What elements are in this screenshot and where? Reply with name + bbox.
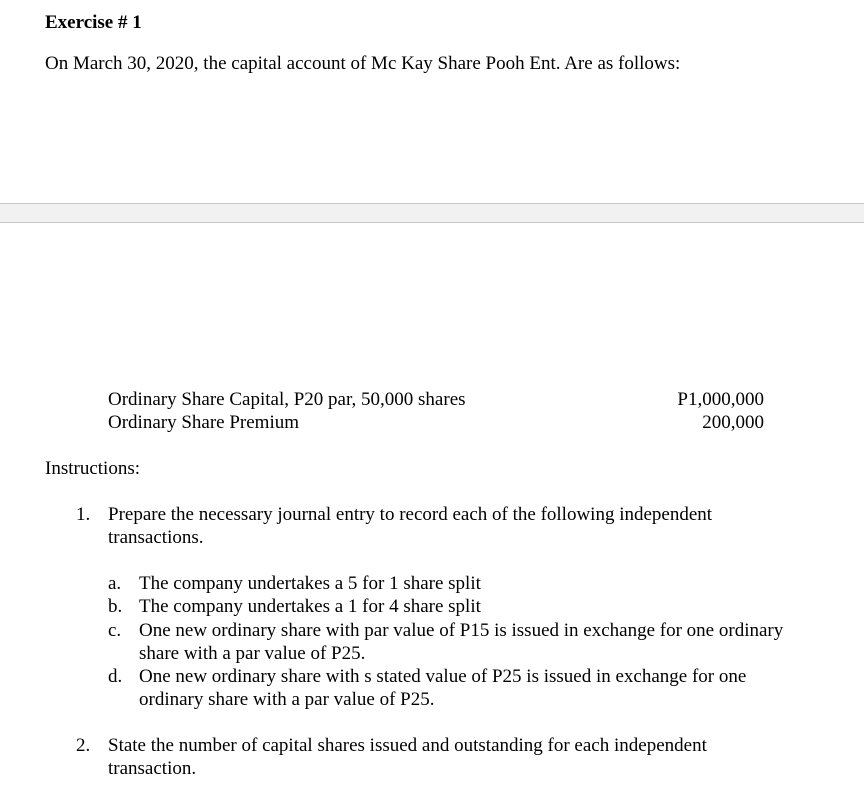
sub-item-letter: b. bbox=[108, 596, 123, 617]
instructions-heading: Instructions: bbox=[45, 458, 140, 479]
instruction-text-line: transactions. bbox=[108, 527, 204, 548]
account-label-share-capital: Ordinary Share Capital, P20 par, 50,000 shares bbox=[108, 389, 466, 410]
instruction-number: 1. bbox=[76, 504, 91, 525]
exercise-title: Exercise # 1 bbox=[45, 12, 142, 33]
page-divider bbox=[0, 203, 864, 223]
instruction-text-line: Prepare the necessary journal entry to record each of the following independent bbox=[108, 504, 713, 525]
intro-paragraph: On March 30, 2020, the capital account of Mc Kay Share Pooh Ent. Are as follows: bbox=[45, 53, 681, 74]
sub-item-text-line: One new ordinary share with par value of P15 is issued in exchange for one ordinary bbox=[139, 620, 784, 641]
sub-item-text-line: The company undertakes a 5 for 1 share split bbox=[139, 573, 481, 594]
sub-item-text-line: One new ordinary share with s stated value of P25 is issued in exchange for one bbox=[139, 666, 747, 687]
account-value-share-premium: 200,000 bbox=[702, 412, 764, 433]
instruction-text-line: State the number of capital shares issued and outstanding for each independent bbox=[108, 735, 707, 756]
sub-item-text-line: The company undertakes a 1 for 4 share split bbox=[139, 596, 481, 617]
sub-item-letter: d. bbox=[108, 666, 123, 687]
sub-item-letter: c. bbox=[108, 620, 122, 641]
account-label-share-premium: Ordinary Share Premium bbox=[108, 412, 300, 433]
sub-item-letter: a. bbox=[108, 573, 122, 594]
instruction-text-line: transaction. bbox=[108, 758, 197, 779]
account-value-share-capital: P1,000,000 bbox=[677, 389, 764, 410]
sub-item-text-line: share with a par value of P25. bbox=[139, 643, 366, 664]
sub-item-text-line: ordinary share with a par value of P25. bbox=[139, 689, 435, 710]
instruction-number: 2. bbox=[76, 735, 91, 756]
